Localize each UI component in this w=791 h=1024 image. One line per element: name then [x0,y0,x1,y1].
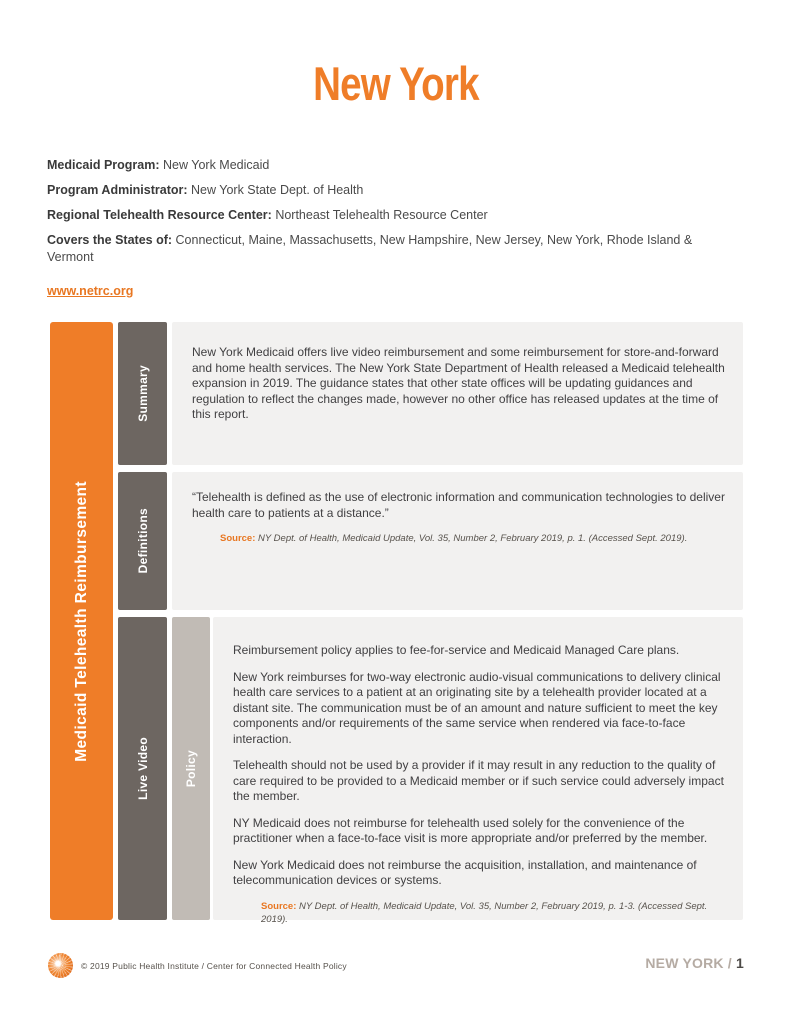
source-label: Source: [261,900,297,912]
row-content-live-video-policy [213,617,743,925]
definitions-source-citation [220,532,727,545]
category-label: Medicaid Telehealth Reimbursement [72,480,90,762]
policy-label: Policy [184,749,198,788]
source-text: NY Dept. of Health, Medicaid Update, Vol. 35, Number 2, February 2019, p. 1. (Accessed Sept. 2019). [258,533,688,544]
meta-label: Medicaid Program: [47,158,160,172]
meta-value: New York State Dept. of Health [191,183,364,197]
meta-label: Covers the States of: [47,233,173,247]
meta-block [47,157,707,300]
meta-row-program-administrator [47,182,707,199]
policy-paragraph: New York reimburses for two-way electronic audio-visual communications to delivery clinical health care services to a patient at an originating site by a telehealth provider located at a distant site. The communication must be of an amount and nature sufficient to meet the key components and/or requirements of the same service when rendered via face-to-face interaction. [233,669,721,746]
summary-label: Summary [135,365,150,422]
meta-label: Program Administrator: [47,183,188,197]
policy-paragraph: Telehealth should not be used by a provider if it may result in any reduction to the quality of care required to be provided to a Medicaid member or if such service could adversely impact the member. [233,758,724,803]
policy-paragraph: NY Medicaid does not reimburse for telehealth used solely for the convenience of the practitioner when a face-to-face visit is more appropriate and/or preferred by the member. [233,815,708,845]
category-column-medicaid-telehealth-reimbursement [50,322,113,920]
live-video-source-citation [261,900,727,926]
meta-row-covers-the-states-of [47,232,707,266]
sub-label-policy [172,617,210,920]
footer-state-label: NEW YORK / [645,955,732,971]
summary-paragraph: New York Medicaid offers live video reimbursement and some reimbursement for store-and-forward and home health services. The New York State Department of Health released a Medicaid telehealth expansion in 2019. The guidance states that other state offices will be updating guidances and regulation to reflect the changes made, however no other office has released updates at the time of this report. [192,345,725,421]
meta-row-regional-telehealth-resource-center [47,207,707,224]
cchp-sun-logo-icon [48,953,73,978]
netrc-link[interactable]: www.netrc.org [47,284,134,298]
footer-copyright: © 2019 Public Health Institute / Center for Connected Health Policy [81,961,347,971]
meta-label: Regional Telehealth Resource Center: [47,208,272,222]
policy-paragraph: New York Medicaid does not reimburse the acquisition, installation, and maintenance of telecommunication devices or systems. [233,857,697,887]
policy-paragraph: Reimbursement policy applies to fee-for-service and Medicaid Managed Care plans. [233,643,680,657]
definitions-quote: “Telehealth is defined as the use of electronic information and communication technologies to deliver health care to patients at a distance.” [192,490,725,520]
meta-row-medicaid-program [47,157,707,174]
meta-value: Connecticut, Maine, Massachusetts, New Hampshire, New Jersey, New York, Rhode Island & Vermont [47,233,693,264]
definitions-label: Definitions [135,508,150,574]
row-label-live-video [118,617,167,920]
source-text: NY Dept. of Health, Medicaid Update, Vol. 35, Number 2, February 2019, p. 1-3. (Accessed Sept. 2019). [261,900,708,925]
footer-page-number: 1 [736,955,744,971]
page-title [0,56,791,111]
meta-value: Northeast Telehealth Resource Center [275,208,488,222]
source-label: Source: [220,533,256,544]
row-label-summary [118,322,167,465]
meta-value: New York Medicaid [163,158,270,172]
row-label-definitions [118,472,167,610]
live-video-label: Live Video [135,737,150,800]
row-content-definitions [172,472,743,610]
row-content-summary [172,322,743,465]
page-title-text: New York [312,57,479,110]
reimbursement-table [50,322,743,925]
footer-page-indicator [645,955,744,971]
